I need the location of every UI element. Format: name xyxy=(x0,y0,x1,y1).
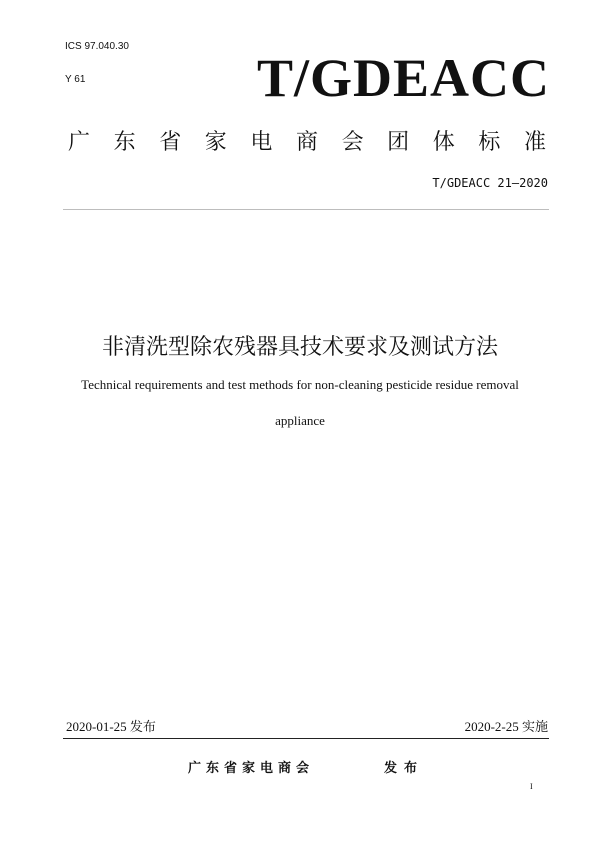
heading-char: 商 xyxy=(295,130,318,155)
heading-char: 体 xyxy=(432,130,455,155)
heading-char: 东 xyxy=(113,130,136,155)
ccs-code: Y 61 xyxy=(65,74,86,85)
publish-label: 发布 xyxy=(384,761,425,776)
heading-char: 团 xyxy=(387,130,410,155)
title-english-line2: appliance xyxy=(275,413,325,428)
heading-char: 家 xyxy=(204,130,227,155)
publisher-name: 广东省家电商会 xyxy=(188,761,315,776)
heading-char: 会 xyxy=(341,130,364,155)
standard-logo: T/GDEACC xyxy=(256,48,550,108)
issue-date: 2020-01-25 发布 xyxy=(66,719,156,734)
heading-char: 准 xyxy=(523,130,546,155)
page-number: I xyxy=(530,782,533,791)
title-english-line1: Technical requirements and test methods for non-cleaning pesticide residue removal xyxy=(81,377,519,392)
heading-char: 省 xyxy=(159,130,182,155)
organization-standard-heading xyxy=(68,128,546,158)
ics-code: ICS 97.040.30 xyxy=(65,41,129,52)
standard-number: T/GDEACC 21—2020 xyxy=(432,176,548,190)
heading-char: 电 xyxy=(250,130,273,155)
title-chinese: 非清洗型除农残器具技术要求及测试方法 xyxy=(101,335,498,360)
footer-divider xyxy=(63,738,549,739)
heading-char: 广 xyxy=(68,130,91,155)
heading-char: 标 xyxy=(478,130,501,155)
header-divider xyxy=(63,209,549,210)
implementation-date: 2020-2-25 实施 xyxy=(464,719,548,734)
